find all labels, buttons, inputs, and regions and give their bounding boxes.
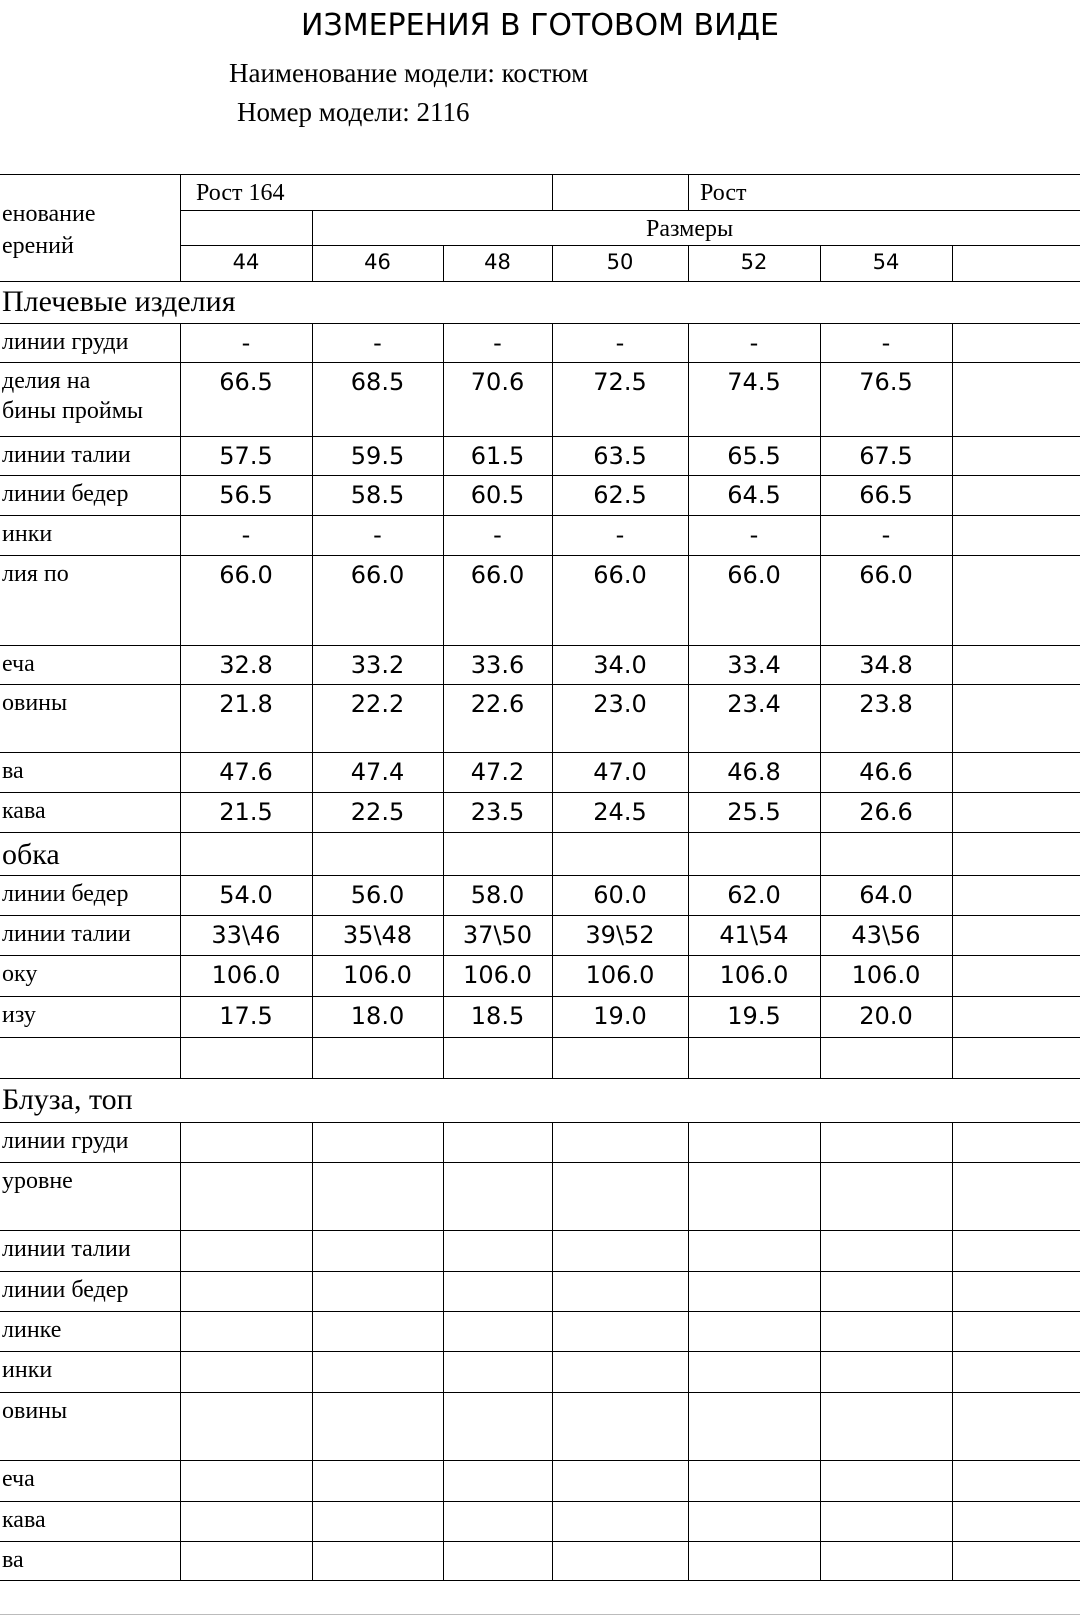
table-rule bbox=[312, 323, 313, 832]
table-rule bbox=[952, 875, 953, 1078]
table-rule bbox=[0, 1122, 1080, 1123]
page-title: ИЗМЕРЕНИЯ В ГОТОВОМ ВИДЕ bbox=[301, 8, 779, 43]
cell-value: 43\56 bbox=[851, 921, 921, 949]
table-rule bbox=[0, 1037, 1080, 1038]
cell-value: 62.5 bbox=[593, 481, 647, 509]
cell-value: - bbox=[881, 521, 891, 549]
section-title: Блуза, топ bbox=[2, 1083, 133, 1116]
cell-value: 35\48 bbox=[342, 921, 413, 949]
cell-value: 59.5 bbox=[350, 442, 405, 470]
cell-value: 66.5 bbox=[219, 368, 273, 396]
cell-value: 23.8 bbox=[859, 690, 913, 718]
table-rule bbox=[0, 1351, 1080, 1352]
cell-value: - bbox=[749, 329, 759, 357]
table-rule bbox=[0, 684, 1080, 685]
table-rule bbox=[820, 875, 821, 1078]
cell-value: 106.0 bbox=[719, 961, 789, 989]
cell-value: 19.5 bbox=[727, 1002, 781, 1030]
column-header-name-part2: ерений bbox=[2, 233, 74, 259]
page-bottom-divider bbox=[0, 1614, 1080, 1615]
cell-value: 106.0 bbox=[585, 961, 655, 989]
cell-value: 20.0 bbox=[859, 1002, 913, 1030]
row-label: делия на bbox=[2, 368, 91, 394]
table-rule bbox=[0, 1162, 1080, 1163]
size-header: 52 bbox=[740, 250, 768, 274]
table-rule bbox=[0, 1230, 1080, 1231]
cell-value: 74.5 bbox=[727, 368, 781, 396]
table-rule bbox=[312, 210, 313, 281]
cell-value: 22.5 bbox=[350, 798, 405, 826]
row-label: ва bbox=[2, 758, 24, 784]
cell-value: 106.0 bbox=[463, 961, 532, 989]
table-rule bbox=[443, 1122, 444, 1580]
table-rule bbox=[952, 832, 953, 875]
cell-value: 23.4 bbox=[727, 690, 781, 718]
cell-value: 32.8 bbox=[219, 651, 273, 679]
table-rule bbox=[0, 1271, 1080, 1272]
table-rule bbox=[0, 515, 1080, 516]
row-label: линии талии bbox=[2, 442, 131, 468]
cell-value: 47.4 bbox=[350, 758, 405, 786]
cell-value: 58.5 bbox=[350, 481, 405, 509]
row-label: линии груди bbox=[2, 1128, 129, 1154]
cell-value: 19.0 bbox=[593, 1002, 647, 1030]
cell-value: 58.0 bbox=[470, 881, 525, 909]
table-rule bbox=[688, 245, 689, 281]
cell-value: 72.5 bbox=[593, 368, 647, 396]
row-label: уровне bbox=[2, 1168, 73, 1194]
size-header: 46 bbox=[364, 250, 391, 274]
table-rule bbox=[688, 875, 689, 1078]
cell-value: 17.5 bbox=[219, 1002, 273, 1030]
row-label: овины bbox=[2, 690, 68, 716]
row-label: линии груди bbox=[2, 329, 129, 355]
row-label: инки bbox=[2, 1357, 53, 1383]
cell-value: 76.5 bbox=[859, 368, 913, 396]
cell-value: 46.8 bbox=[727, 758, 781, 786]
cell-value: 66.0 bbox=[219, 561, 273, 589]
cell-value: 23.5 bbox=[470, 798, 525, 826]
table-rule bbox=[0, 832, 1080, 833]
cell-value: 65.5 bbox=[727, 442, 781, 470]
row-label: линии бедер bbox=[2, 881, 129, 907]
cell-value: 61.5 bbox=[470, 442, 525, 470]
section-title: обка bbox=[2, 838, 60, 871]
cell-value: 47.0 bbox=[593, 758, 647, 786]
table-rule bbox=[688, 1122, 689, 1580]
row-label: линии талии bbox=[2, 1236, 131, 1262]
cell-value: 56.5 bbox=[219, 481, 273, 509]
cell-value: 46.6 bbox=[859, 758, 913, 786]
table-rule bbox=[0, 1460, 1080, 1461]
cell-value: 18.5 bbox=[470, 1002, 525, 1030]
cell-value: 37\50 bbox=[462, 921, 533, 949]
table-rule bbox=[180, 875, 181, 1078]
cell-value: - bbox=[373, 521, 382, 549]
cell-value: 41\54 bbox=[719, 921, 789, 949]
size-header: 48 bbox=[484, 250, 511, 274]
cell-value: 60.5 bbox=[470, 481, 525, 509]
table-rule bbox=[0, 1078, 1080, 1079]
row-label: линии бедер bbox=[2, 481, 129, 507]
cell-value: 56.0 bbox=[350, 881, 405, 909]
table-rule bbox=[820, 832, 821, 875]
table-rule bbox=[952, 245, 953, 281]
table-rule bbox=[180, 210, 1080, 211]
cell-value: - bbox=[615, 329, 625, 357]
cell-value: 34.8 bbox=[859, 651, 913, 679]
table-rule bbox=[180, 1122, 181, 1580]
table-rule bbox=[552, 832, 553, 875]
table-rule bbox=[0, 1541, 1080, 1542]
table-rule bbox=[0, 362, 1080, 363]
cell-value: 33.4 bbox=[727, 651, 781, 679]
cell-value: 66.0 bbox=[350, 561, 405, 589]
cell-value: 39\52 bbox=[585, 921, 655, 949]
sizes-label: Размеры bbox=[646, 216, 734, 242]
model-name: Наименование модели: костюм bbox=[229, 58, 589, 88]
cell-value: 23.0 bbox=[593, 690, 647, 718]
table-rule bbox=[0, 1580, 1080, 1581]
cell-value: 54.0 bbox=[219, 881, 273, 909]
table-rule bbox=[0, 555, 1080, 556]
row-label: кава bbox=[2, 1507, 46, 1533]
table-rule bbox=[552, 174, 553, 210]
table-rule bbox=[688, 174, 689, 210]
table-rule bbox=[0, 792, 1080, 793]
cell-value: - bbox=[493, 329, 502, 357]
table-rule bbox=[0, 955, 1080, 956]
row-label: линке bbox=[2, 1317, 62, 1343]
table-rule bbox=[0, 1311, 1080, 1312]
cell-value: - bbox=[749, 521, 759, 549]
table-rule bbox=[0, 645, 1080, 646]
size-header: 50 bbox=[606, 250, 634, 274]
size-header: 44 bbox=[232, 250, 260, 274]
row-label: лия по bbox=[2, 561, 69, 587]
table-rule bbox=[688, 323, 689, 832]
cell-value: 33\46 bbox=[211, 921, 281, 949]
table-rule bbox=[443, 245, 444, 281]
table-rule bbox=[443, 832, 444, 875]
row-label: инки bbox=[2, 521, 53, 547]
cell-value: 24.5 bbox=[593, 798, 647, 826]
table-rule bbox=[0, 475, 1080, 476]
cell-value: 60.0 bbox=[593, 881, 647, 909]
cell-value: 22.2 bbox=[350, 690, 405, 718]
table-rule bbox=[180, 323, 181, 832]
table-rule bbox=[312, 832, 313, 875]
row-label: ва bbox=[2, 1547, 24, 1573]
cell-value: 33.2 bbox=[350, 651, 405, 679]
cell-value: 22.6 bbox=[470, 690, 525, 718]
row-label: линии талии bbox=[2, 921, 131, 947]
table-rule bbox=[0, 1501, 1080, 1502]
table-rule bbox=[312, 875, 313, 1078]
cell-value: - bbox=[373, 329, 382, 357]
cell-value: 63.5 bbox=[593, 442, 647, 470]
row-label: оку bbox=[2, 961, 38, 987]
table-rule bbox=[552, 245, 553, 281]
cell-value: 64.5 bbox=[727, 481, 781, 509]
row-label: еча bbox=[2, 651, 35, 677]
cell-value: 47.6 bbox=[219, 758, 273, 786]
row-label: изу bbox=[2, 1002, 36, 1028]
table-rule bbox=[952, 323, 953, 832]
cell-value: 25.5 bbox=[727, 798, 781, 826]
table-rule bbox=[0, 996, 1080, 997]
table-rule bbox=[180, 245, 1080, 246]
table-rule bbox=[0, 281, 1080, 282]
cell-value: 26.6 bbox=[859, 798, 913, 826]
row-label: еча bbox=[2, 1466, 35, 1492]
cell-value: 21.8 bbox=[219, 690, 273, 718]
cell-value: 66.0 bbox=[470, 561, 525, 589]
table-rule bbox=[0, 1392, 1080, 1393]
table-rule bbox=[0, 875, 1080, 876]
size-header: 54 bbox=[872, 250, 900, 274]
cell-value: 106.0 bbox=[211, 961, 281, 989]
cell-value: 106.0 bbox=[343, 961, 412, 989]
cell-value: 21.5 bbox=[219, 798, 273, 826]
table-rule bbox=[0, 915, 1080, 916]
table-rule bbox=[0, 436, 1080, 437]
model-number: Номер модели: 2116 bbox=[237, 97, 470, 127]
cell-value: 34.0 bbox=[593, 651, 647, 679]
section-title: Плечевые изделия bbox=[2, 285, 236, 318]
table-rule bbox=[180, 174, 181, 281]
height-label-164: Рост 164 bbox=[196, 180, 285, 206]
cell-value: 66.0 bbox=[593, 561, 647, 589]
height-label: Рост bbox=[700, 180, 747, 206]
cell-value: - bbox=[241, 329, 251, 357]
cell-value: 70.6 bbox=[470, 368, 525, 396]
cell-value: - bbox=[241, 521, 251, 549]
table-rule bbox=[820, 245, 821, 281]
table-rule bbox=[688, 832, 689, 875]
cell-value: 68.5 bbox=[350, 368, 405, 396]
table-rule bbox=[0, 323, 1080, 324]
cell-value: - bbox=[615, 521, 625, 549]
cell-value: 33.6 bbox=[470, 651, 525, 679]
cell-value: 18.0 bbox=[350, 1002, 405, 1030]
column-header-name-part1: енование bbox=[2, 201, 96, 227]
cell-value: 64.0 bbox=[859, 881, 913, 909]
row-label: линии бедер bbox=[2, 1277, 129, 1303]
row-label: кава bbox=[2, 798, 46, 824]
cell-value: 66.5 bbox=[859, 481, 913, 509]
cell-value: 62.0 bbox=[727, 881, 781, 909]
row-label: бины проймы bbox=[2, 398, 144, 424]
table-rule bbox=[552, 1122, 553, 1580]
row-label: овины bbox=[2, 1398, 68, 1424]
table-rule bbox=[180, 832, 181, 875]
cell-value: - bbox=[493, 521, 502, 549]
cell-value: 106.0 bbox=[851, 961, 921, 989]
table-rule bbox=[820, 1122, 821, 1580]
table-rule bbox=[820, 323, 821, 832]
table-rule bbox=[952, 1122, 953, 1580]
cell-value: 47.2 bbox=[470, 758, 525, 786]
cell-value: 66.0 bbox=[859, 561, 913, 589]
table-rule bbox=[312, 1122, 313, 1580]
table-rule bbox=[0, 174, 1080, 175]
table-rule bbox=[0, 752, 1080, 753]
cell-value: 67.5 bbox=[859, 442, 913, 470]
cell-value: 66.0 bbox=[727, 561, 781, 589]
cell-value: 57.5 bbox=[219, 442, 273, 470]
cell-value: - bbox=[881, 329, 891, 357]
